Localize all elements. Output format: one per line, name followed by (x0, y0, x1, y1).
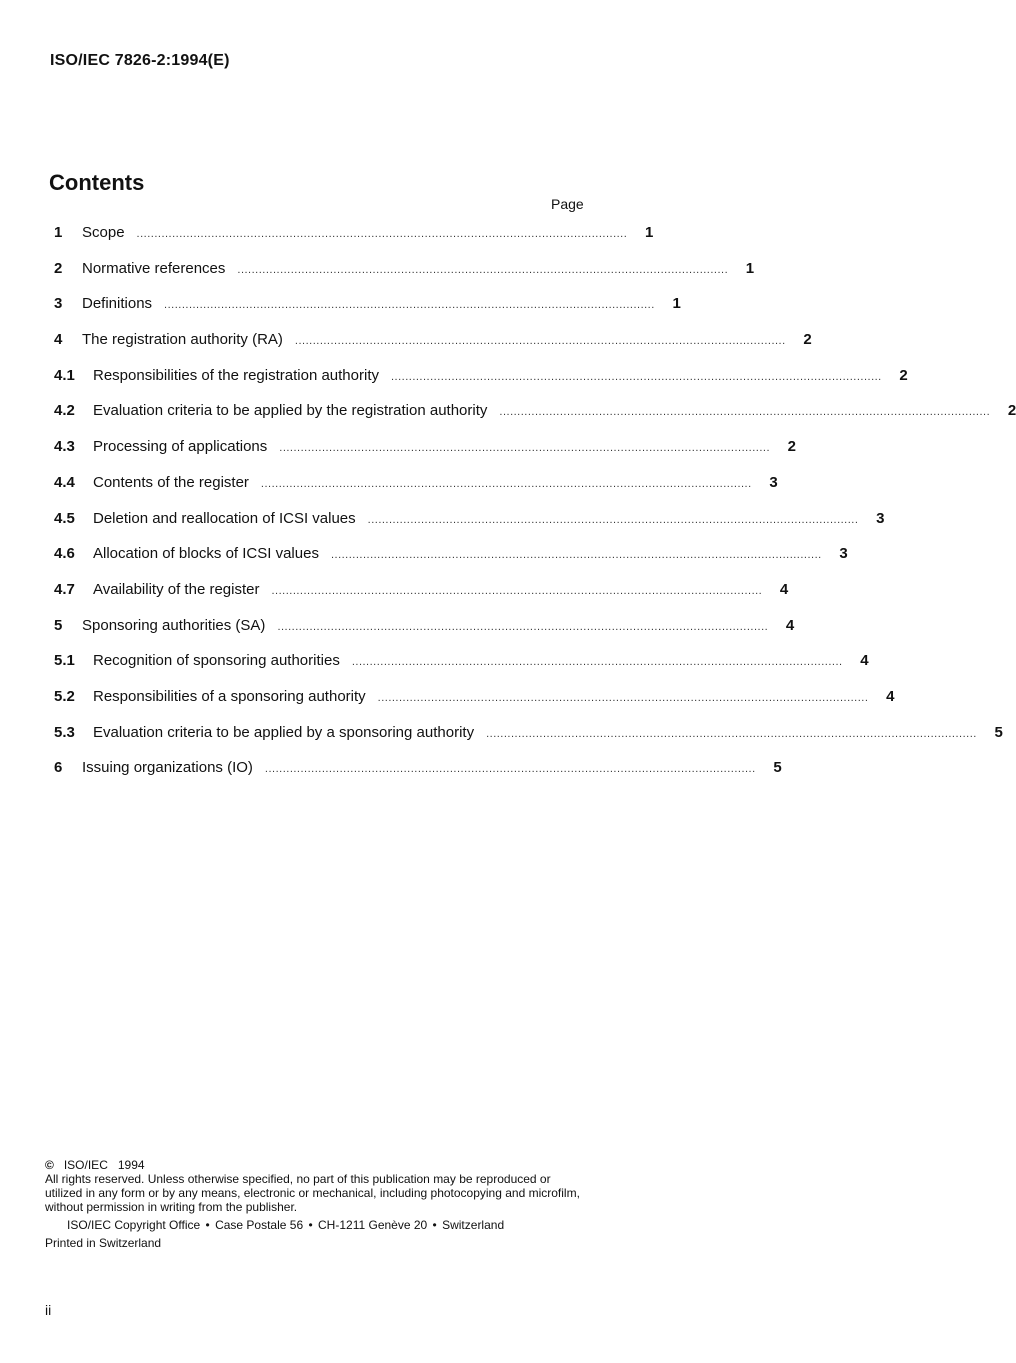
toc-entry-page: 2 (1007, 402, 1016, 420)
toc-entry-title: Sponsoring authorities (SA) (82, 616, 266, 634)
toc-entry-title: Responsibilities of a sponsoring authority (93, 687, 366, 705)
toc-entry[interactable] (54, 687, 895, 724)
toc-entry-page: 4 (779, 580, 789, 598)
toc-entry-number: 4.6 (54, 545, 75, 563)
toc-dot-leader: .......................................................................................................................................... (377, 691, 869, 704)
toc-entry[interactable] (54, 509, 885, 546)
toc-entry-title: Deletion and reallocation of ICSI values (93, 509, 356, 527)
toc-entry[interactable] (54, 438, 797, 474)
toc-entry-number: 4.2 (54, 402, 75, 420)
toc-entry-page: 3 (876, 509, 885, 527)
page-column-label: Page (551, 196, 584, 212)
toc-entry-title: Availability of the register (93, 580, 260, 598)
toc-entry[interactable] (54, 723, 1003, 760)
copyright-footer (45, 1158, 585, 1250)
toc-entry[interactable] (54, 580, 789, 617)
toc-entry-title: The registration authority (RA) (82, 331, 283, 349)
toc-entry-page: 1 (672, 295, 681, 313)
copyright-holder: ISO/IEC (63, 1158, 108, 1172)
bullet-separator: • (308, 1218, 313, 1232)
document-id: ISO/IEC 7826-2:1994(E) (50, 52, 230, 69)
toc-entry-page: 5 (994, 723, 1003, 741)
toc-entry-title: Contents of the register (93, 473, 249, 491)
toc-entry[interactable] (54, 473, 778, 510)
toc-entry-number: 4.7 (54, 580, 75, 598)
toc-entry-page: 4 (886, 687, 895, 705)
toc-entry-title: Definitions (82, 295, 153, 313)
toc-entry-title: Issuing organizations (IO) (82, 759, 253, 777)
rights-statement: All rights reserved. Unless otherwise specified, no part of this publication may be reproduced or utilized in any form or by any means, electronic or mechanical, including photocopying and microfilm, without permission in writing from the publisher. (45, 1172, 580, 1214)
address-line-3: Switzerland (442, 1218, 505, 1232)
copyright-year: 1994 (117, 1158, 145, 1172)
toc-dot-leader: .......................................................................................................................................... (271, 584, 763, 597)
toc-entry-page: 1 (745, 259, 755, 277)
toc-entry-number: 3 (54, 295, 63, 313)
toc-entry[interactable] (54, 224, 654, 260)
toc-entry[interactable] (54, 759, 782, 795)
toc-dot-leader: .......................................................................................................................................... (390, 370, 882, 383)
toc-entry[interactable] (54, 366, 908, 403)
toc-dot-leader: .......................................................................................................................................... (294, 335, 786, 348)
toc-entry[interactable] (54, 652, 869, 688)
toc-dot-leader: .......................................................................................................................................... (277, 620, 769, 633)
toc-entry-title: Recognition of sponsoring authorities (93, 652, 340, 670)
toc-dot-leader: .......................................................................................................................................... (279, 442, 771, 455)
bullet-separator: • (205, 1218, 210, 1232)
toc-entry-number: 5.2 (54, 687, 75, 705)
toc-dot-leader: .......................................................................................................................................... (351, 656, 843, 669)
toc-entry-page: 2 (787, 438, 797, 456)
toc-entry-page: 2 (899, 366, 908, 384)
toc-entry-number: 6 (54, 759, 63, 777)
toc-entry-page: 2 (803, 331, 812, 349)
toc-entry-page: 1 (644, 224, 654, 241)
page-number: ii (45, 1302, 52, 1318)
toc-dot-leader: .......................................................................................................................................... (499, 406, 991, 419)
toc-entry-number: 4 (54, 331, 63, 349)
toc-entry-page: 4 (860, 652, 869, 670)
toc-entry-number: 1 (54, 224, 63, 241)
toc-dot-leader: .......................................................................................................................................... (264, 763, 756, 776)
toc-entry-number: 5.1 (54, 652, 75, 670)
copyright-office-address (45, 1218, 585, 1232)
toc-entry-title: Allocation of blocks of ICSI values (93, 545, 319, 563)
toc-entry-number: 4.4 (54, 473, 75, 491)
toc-entry-page: 5 (773, 759, 782, 777)
toc-dot-leader: .......................................................................................................................................... (164, 299, 655, 312)
toc-entry[interactable] (54, 331, 812, 367)
office-name: ISO/IEC Copyright Office (67, 1218, 201, 1232)
toc-dot-leader: .......................................................................................................................................... (486, 727, 977, 740)
printed-in: Printed in Switzerland (45, 1236, 162, 1250)
toc-dot-leader: .......................................................................................................................................... (136, 228, 628, 240)
toc-entry-number: 4.5 (54, 509, 75, 527)
table-of-contents (54, 224, 1016, 795)
toc-dot-leader: .......................................................................................................................................... (330, 549, 822, 562)
copyright-line (45, 1158, 585, 1172)
bullet-separator: • (432, 1218, 437, 1232)
toc-entry-number: 4.1 (54, 366, 75, 384)
toc-entry[interactable] (54, 545, 848, 581)
toc-entry-title: Evaluation criteria to be applied by a sponsoring authority (93, 723, 475, 741)
toc-dot-leader: .......................................................................................................................................... (237, 263, 729, 276)
toc-entry-title: Normative references (82, 259, 226, 277)
toc-entry-number: 5 (54, 616, 63, 634)
toc-dot-leader: .......................................................................................................................................... (367, 513, 859, 526)
toc-entry[interactable] (54, 402, 1016, 438)
toc-entry-page: 4 (785, 616, 795, 634)
toc-entry-number: 5.3 (54, 723, 75, 741)
toc-entry-page: 3 (769, 473, 778, 491)
toc-dot-leader: .......................................................................................................................................... (260, 477, 752, 490)
toc-entry-number: 2 (54, 259, 63, 277)
toc-entry[interactable] (54, 295, 681, 331)
address-line-2: CH-1211 Genève 20 (318, 1218, 428, 1232)
toc-entry-page: 3 (839, 545, 848, 563)
address-line-1: Case Postale 56 (215, 1218, 304, 1232)
toc-entry-number: 4.3 (54, 438, 75, 456)
toc-entry-title: Responsibilities of the registration authority (93, 366, 379, 384)
contents-heading: Contents (49, 170, 145, 195)
toc-entry[interactable] (54, 616, 795, 653)
toc-entry[interactable] (54, 259, 755, 296)
toc-entry-title: Processing of applications (93, 438, 268, 456)
toc-entry-title: Scope (82, 224, 125, 241)
toc-entry-title: Evaluation criteria to be applied by the registration authority (93, 402, 488, 420)
copyright-symbol: © (45, 1158, 54, 1172)
